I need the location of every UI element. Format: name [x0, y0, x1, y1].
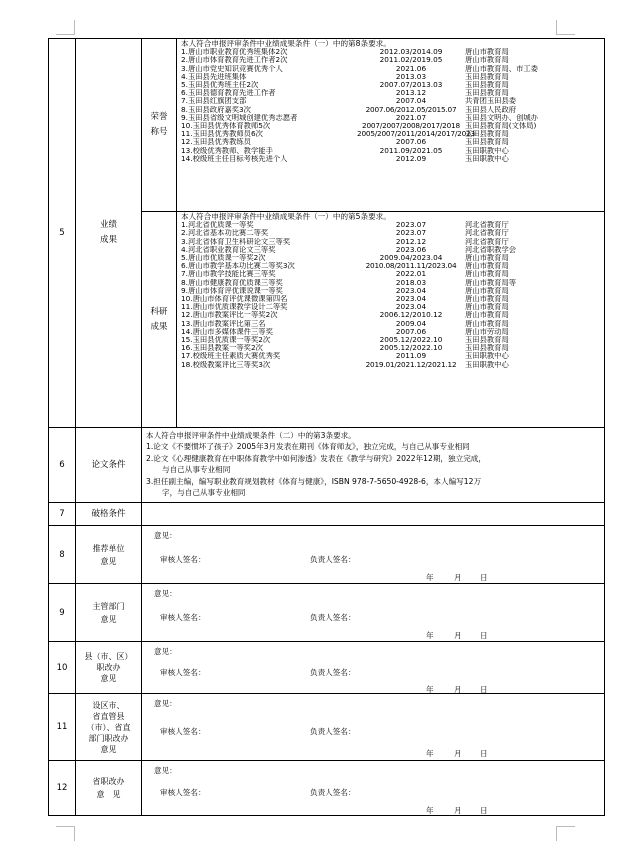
honors-content: [177, 39, 605, 212]
item-org: 河北省教育厅: [465, 229, 509, 238]
leader-signature-label: 负责人签名：: [310, 668, 356, 677]
item-name: 7.玉田县红旗团支部: [181, 97, 247, 106]
item-date: 2009.04/2023.04: [379, 253, 443, 263]
date-day-label: 日: [480, 749, 488, 758]
item-name: 16.玉田县教案一等奖2次: [181, 344, 263, 353]
exception-content[interactable]: [142, 503, 605, 526]
opinion-title: 意见：: [154, 531, 177, 540]
crop-mark-bottom-right: [556, 826, 575, 841]
date-month-label: 月: [454, 806, 462, 815]
list-item: [177, 320, 604, 328]
item-date: 2013.03: [395, 71, 427, 81]
item-date: 2021.06: [395, 63, 427, 73]
item-date: 2007.06/2012.05/2015.07: [365, 104, 457, 114]
label-achievements-text: 业绩 成果: [99, 220, 117, 245]
opinion-box-authority[interactable]: [142, 584, 605, 642]
label-authority-text: 主管部门 意见: [92, 601, 125, 624]
list-item: [177, 361, 604, 369]
row-number: 9: [49, 584, 76, 642]
item-name: 6.唐山市教学基本功比赛二等奖3次: [181, 262, 295, 271]
paper-line: 本人符合申报评审条件中业绩成果条件（二）中的第3条要求。: [146, 431, 356, 440]
label-county-text: 县（市、区） 职改办 意见: [84, 652, 133, 683]
row-city: [49, 694, 605, 761]
item-name: 8.玉田县政府嘉奖3次: [181, 105, 251, 114]
item-date: 2013.12: [395, 88, 427, 98]
item-org: 唐山市教育局: [465, 295, 509, 304]
paper-line: 与自己从事专业相同: [162, 465, 231, 475]
item-name: 5.玉田县优秀班主任2次: [181, 81, 259, 90]
crop-mark-bottom-left: [56, 826, 75, 841]
label-research-text: 科研 成果: [150, 306, 168, 332]
date-day-label: 日: [480, 573, 488, 582]
row-label-authority: [76, 584, 142, 642]
papers-lines: [142, 428, 604, 500]
row-number: 10: [49, 642, 76, 694]
list-item: [177, 262, 604, 270]
list-item: [177, 81, 604, 89]
item-date: 2012.12: [395, 236, 427, 246]
item-date: 2006.12/2010.12: [379, 310, 443, 320]
item-name: 17.校级班主任素质大赛优秀奖: [181, 352, 281, 361]
item-org: 唐山市劳动局: [465, 327, 509, 336]
item-org: 玉田县教育局: [465, 344, 509, 353]
item-date: 2007.06: [395, 326, 427, 336]
row-label-recommend: [76, 526, 142, 584]
item-date: 2012.09: [395, 153, 427, 163]
row-recommend: [49, 526, 605, 584]
item-name: 8.唐山市健康教育优质课三等奖: [181, 278, 283, 287]
item-org: 共青团玉田县委: [465, 97, 517, 106]
date-year-label: 年: [426, 685, 434, 694]
item-name: 2.唐山市体育教育先进工作者2次: [181, 56, 288, 65]
item-date: 2011.02/2019.05: [379, 55, 443, 65]
item-date: 2021.07: [395, 112, 427, 122]
honors-header: 本人符合申报评审条件中业绩成果条件（一）中的第8条要求。: [181, 39, 391, 48]
paper-line: 1.论文《不要惯坏了孩子》2005年3月发表在期刊《体育师友》，独立完成，与自己从事专业相同: [146, 442, 470, 452]
label-honors-text: 荣誉 称号: [150, 112, 168, 137]
item-org: 河北省教育厅: [465, 221, 509, 230]
honors-list: [177, 48, 604, 163]
row-label-exception: 破格条件: [76, 503, 142, 526]
list-item: [177, 89, 604, 97]
item-org: 玉田职教中心: [465, 146, 509, 155]
item-org: 唐山市教育局: [465, 56, 509, 65]
item-date: 2018.03: [395, 277, 427, 287]
item-date: 2005.12/2022.10: [379, 343, 443, 353]
list-item: [177, 270, 604, 278]
row-number: 6: [49, 428, 76, 503]
list-item: [177, 311, 604, 319]
item-org: 玉田县教育局: [465, 72, 509, 81]
list-item: [177, 155, 604, 163]
item-org: 唐山市教育局: [465, 303, 509, 312]
date-month-label: 月: [454, 749, 462, 758]
item-org: 唐山市教育局等: [465, 278, 517, 287]
row-province: [49, 761, 605, 816]
item-org: 河北省职教学会: [465, 245, 517, 254]
date-day-label: 日: [480, 806, 488, 815]
date-day-label: 日: [480, 631, 488, 640]
item-name: 10.玉田县优秀体育教师5次: [181, 122, 271, 131]
leader-signature-label: 负责人签名：: [310, 613, 356, 622]
item-org: 玉田职教中心: [465, 352, 509, 361]
item-org: 玉田职教中心: [465, 360, 509, 369]
opinion-title: 意见：: [154, 647, 177, 656]
row-exception: [49, 503, 605, 526]
item-org: 唐山市教育局: [465, 262, 509, 271]
list-item: [177, 147, 604, 155]
item-org: 玉田县教育局: [465, 89, 509, 98]
item-name: 18.校级教案评比三等奖3次: [181, 360, 271, 369]
item-name: 9.玉田县省级文明城创建优秀志愿者: [181, 113, 298, 122]
reviewer-signature-label: 审核人签名：: [160, 613, 206, 622]
item-org: 唐山市教育局、市工委: [465, 64, 538, 73]
opinion-title: 意见：: [154, 766, 177, 775]
item-name: 9.唐山市体育评优课说课一等奖: [181, 286, 283, 295]
item-name: 11.玉田县优秀教师员6次: [181, 130, 263, 139]
item-date: 2023.07: [395, 228, 427, 238]
leader-signature-label: 负责人签名：: [310, 788, 356, 797]
item-name: 1.河北省优质课一等奖: [181, 221, 254, 230]
item-date: 2023.04: [395, 285, 427, 295]
reviewer-signature-label: 审核人签名：: [160, 727, 206, 736]
item-org: 唐山市教育局: [465, 319, 509, 328]
row-label-province: [76, 761, 142, 816]
item-name: 11.唐山市优质课教学设计二等奖: [181, 303, 288, 312]
reviewer-signature-label: 审核人签名：: [160, 555, 206, 564]
item-org: 玉田县教育局: [465, 138, 509, 147]
crop-mark-top-left: [56, 20, 75, 35]
item-date: 2007.04: [395, 96, 427, 106]
item-date: 2019.01/2021.12/2021.12: [365, 359, 457, 369]
item-org: 唐山市教育局: [465, 286, 509, 295]
date-year-label: 年: [426, 573, 434, 582]
date-year-label: 年: [426, 631, 434, 640]
date-month-label: 月: [454, 685, 462, 694]
item-name: 3.唐山市党史知识竞赛优秀个人: [181, 64, 283, 73]
list-item: [177, 106, 604, 114]
paper-line: 3.担任副主编，编写职业教育规划教材《体育与健康》，ISBN 978-7-5650-4928-6，本人编写12万: [146, 476, 482, 486]
list-item: [177, 229, 604, 237]
row-label-county: [76, 642, 142, 694]
item-name: 14.校级班主任目标考核先进个人: [181, 154, 288, 163]
item-date: 2005.12/2022.10: [379, 335, 443, 345]
item-date: 2023.04: [395, 302, 427, 312]
row-number: 7: [49, 503, 76, 526]
item-date: 2007.06: [395, 137, 427, 147]
item-org: 玉田县教育局(文体局): [465, 122, 537, 131]
item-name: 4.玉田县先进班集体: [181, 72, 247, 81]
list-item: [177, 295, 604, 303]
opinion-box-recommend[interactable]: [142, 526, 605, 584]
row-label-city: [76, 694, 142, 761]
item-date: 2011.09: [395, 351, 427, 361]
label-city-text: 设区市、 省直管县 （市）、省直 部门职改办 意见: [86, 700, 131, 754]
item-name: 12.唐山市教案评比一等奖2次: [181, 311, 278, 320]
reviewer-signature-label: 审核人签名：: [160, 668, 206, 677]
date-month-label: 月: [454, 631, 462, 640]
item-name: 7.唐山市教学技能比赛三等奖: [181, 270, 276, 279]
research-list: [177, 221, 604, 369]
list-item: [177, 287, 604, 295]
item-date: 2009.04: [395, 318, 427, 328]
item-org: 唐山市教育局: [465, 254, 509, 263]
item-name: 13.唐山市教案评比第三名: [181, 319, 266, 328]
row-label-papers: 论文条件: [76, 428, 142, 503]
list-item: [177, 238, 604, 246]
item-org: 河北省教育厅: [465, 237, 509, 246]
item-date: 2007.07/2013.03: [379, 80, 443, 90]
papers-content: [142, 428, 605, 503]
item-name: 13.校级优秀教师、教学能手: [181, 146, 273, 155]
evaluation-form-table: [48, 38, 605, 816]
item-name: 3.河北省体育卫生科研论文三等奖: [181, 237, 291, 246]
item-name: 1.唐山市职业教育优秀班集体2次: [181, 48, 288, 57]
opinion-title: 意见：: [154, 699, 177, 708]
item-date: 2011.09/2021.05: [379, 145, 443, 155]
row-number: 12: [49, 761, 76, 816]
opinion-box-province[interactable]: [142, 761, 605, 816]
item-date: 2023.07: [395, 220, 427, 230]
leader-signature-label: 负责人签名：: [310, 727, 356, 736]
sub-label-honors: [142, 39, 177, 212]
list-item: [177, 279, 604, 287]
item-date: 2023.04: [395, 294, 427, 304]
item-date: 2023.06: [395, 244, 427, 254]
research-header: 本人符合申报评审条件中业绩成果条件（一）中的第5条要求。: [181, 212, 391, 221]
row-label-achievements: [76, 39, 142, 428]
paper-line: 2.论文《心理健康教育在中职体育教学中如何渗透》发表在《教学与研究》2022年12期，独立完成，: [146, 453, 486, 463]
row-number: 11: [49, 694, 76, 761]
crop-mark-top-right: [556, 20, 575, 35]
item-org: 唐山市教育局: [465, 270, 509, 279]
row-papers: [49, 428, 605, 503]
item-org: 唐山市教育局: [465, 311, 509, 320]
research-content: [177, 212, 605, 428]
item-org: 玉田县教育局: [465, 81, 509, 90]
date-year-label: 年: [426, 806, 434, 815]
paper-line: 字，与自己从事专业相同: [162, 488, 246, 498]
opinion-title: 意见：: [154, 589, 177, 598]
row-county: [49, 642, 605, 694]
row-number: 8: [49, 526, 76, 584]
item-org: 玉田县文明办、创城办: [465, 113, 538, 122]
reviewer-signature-label: 审核人签名：: [160, 788, 206, 797]
item-name: 14.唐山市多媒体课件三等奖: [181, 327, 273, 336]
row-authority: [49, 584, 605, 642]
leader-signature-label: 负责人签名：: [310, 555, 356, 564]
item-org: 玉田县教育局: [465, 130, 509, 139]
list-item: [177, 344, 604, 352]
opinion-box-city[interactable]: [142, 694, 605, 761]
row-number: 5: [49, 39, 76, 428]
item-name: 12.玉田县优秀教练员: [181, 138, 251, 147]
item-name: 2.河北省基本功比赛二等奖: [181, 229, 269, 238]
opinion-box-county[interactable]: [142, 642, 605, 694]
label-province-text: 省职改办 意 见: [92, 777, 125, 799]
label-recommend-text: 推荐单位 意见: [92, 543, 125, 566]
date-month-label: 月: [454, 573, 462, 582]
item-org: 玉田职教中心: [465, 154, 509, 163]
item-name: 4.河北省职业教育论文三等奖: [181, 245, 276, 254]
item-date: 2022.01: [395, 269, 427, 279]
item-date: 2005/2007/2011/2014/2017/2023: [357, 129, 475, 139]
item-name: 6.玉田县德育教育先进工作者: [181, 89, 276, 98]
item-name: 5.唐山市优质课一等奖2次: [181, 254, 266, 263]
list-item: [177, 221, 604, 229]
item-date: 2010.08/2011.11/2023.04: [365, 261, 457, 271]
item-date: 2007/2007/2008/2017/2018: [362, 121, 460, 131]
item-org: 唐山市教育局: [465, 48, 509, 57]
date-day-label: 日: [480, 685, 488, 694]
list-item: [177, 56, 604, 64]
sub-label-research: [142, 212, 177, 428]
item-org: 玉田县教育局: [465, 336, 509, 345]
list-item: [177, 65, 604, 73]
date-year-label: 年: [426, 749, 434, 758]
list-item: [177, 130, 604, 138]
item-name: 15.玉田县优质课一等奖2次: [181, 336, 271, 345]
item-name: 10.唐山市体育评优课微课第四名: [181, 295, 288, 304]
item-org: 玉田县人民政府: [465, 105, 517, 114]
row-honors: [49, 39, 605, 212]
item-date: 2012.03/2014.09: [379, 47, 443, 57]
